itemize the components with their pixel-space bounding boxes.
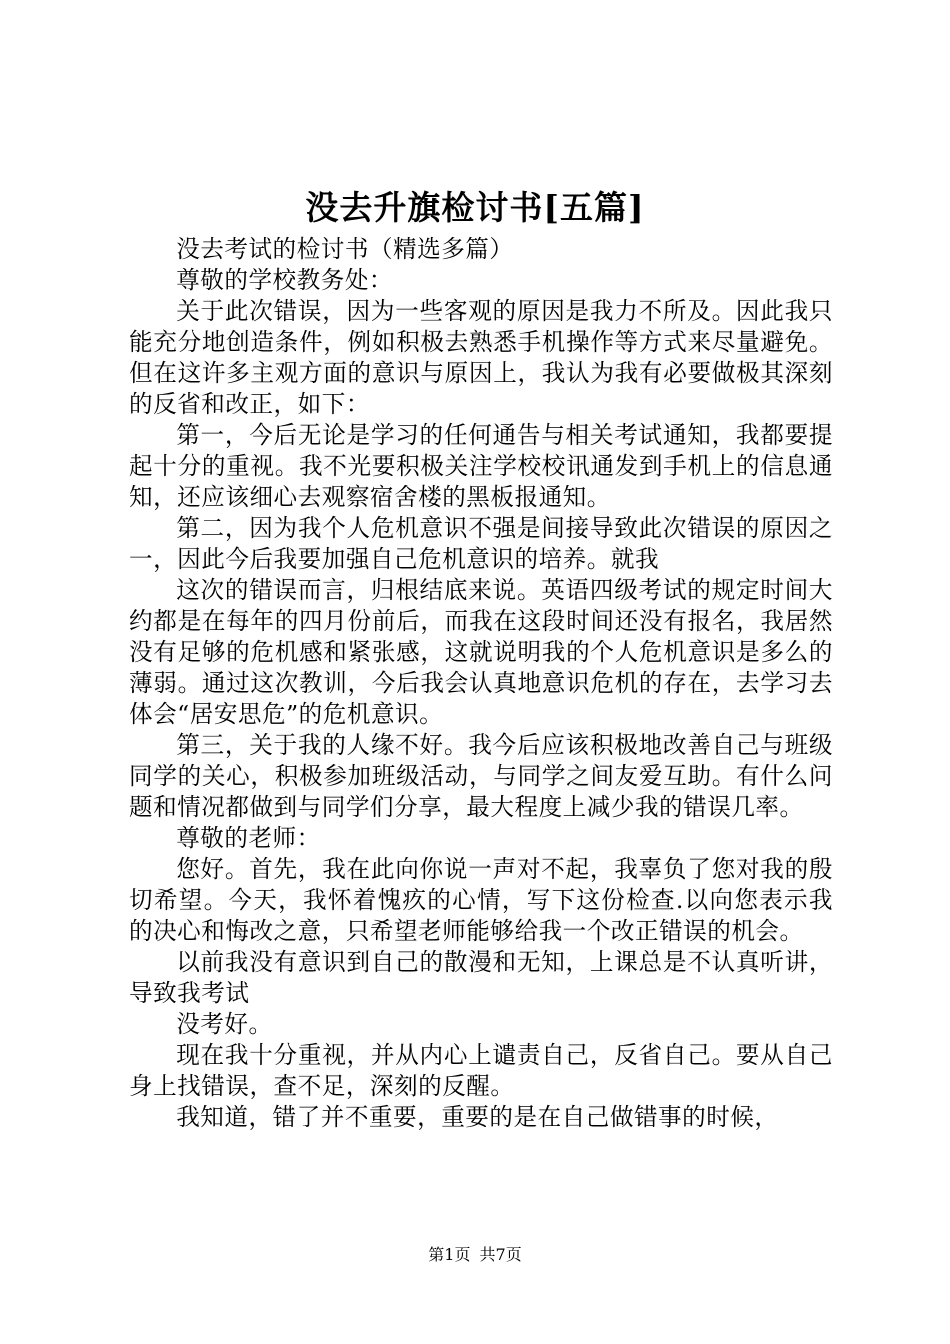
paragraph: 现在我十分重视，并从内心上谴责自己，反省自己。要从自己身上找错误，查不足，深刻的反醒。 bbox=[129, 1041, 833, 1100]
paragraph: 尊敬的老师： bbox=[176, 824, 321, 852]
paragraph: 以前我没有意识到自己的散漫和无知，上课总是不认真听讲，导致我考试 bbox=[129, 948, 833, 1007]
paragraph: 关于此次错误，因为一些客观的原因是我力不所及。因此我只能充分地创造条件，例如积极去熟悉手机操作等方式来尽量避免。但在这许多主观方面的意识与原因上，我认为我有必要做极其深刻的反省和改正，如下： bbox=[129, 297, 833, 418]
document-title: 没去升旗检讨书[五篇] bbox=[305, 188, 645, 227]
paragraph: 第三，关于我的人缘不好。我今后应该积极地改善自己与班级同学的关心，积极参加班级活动，与同学之间友爱互助。有什么问题和情况都做到与同学们分享，最大程度上减少我的错误几率。 bbox=[129, 731, 833, 821]
paragraph: 没考好。 bbox=[176, 1010, 273, 1038]
paragraph: 第一，今后无论是学习的任何通告与相关考试通知，我都要提起十分的重视。我不光要积极关注学校校讯通发到手机上的信息通知，还应该细心去观察宿舍楼的黑板报通知。 bbox=[129, 421, 833, 511]
document-body bbox=[129, 234, 833, 1133]
paragraph: 尊敬的学校教务处： bbox=[176, 266, 394, 294]
page-total: 共7页 bbox=[479, 1245, 522, 1264]
paragraph: 我知道，错了并不重要，重要的是在自己做错事的时候， bbox=[176, 1103, 779, 1131]
paragraph: 没去考试的检讨书（精选多篇） bbox=[176, 235, 514, 263]
paragraph: 第二，因为我个人危机意识不强是间接导致此次错误的原因之一，因此今后我要加强自己危机意识的培养。就我 bbox=[129, 514, 833, 573]
page-number: 第1页 bbox=[428, 1245, 471, 1264]
paragraph: 这次的错误而言，归根结底来说。英语四级考试的规定时间大约都是在每年的四月份前后，而我在这段时间还没有报名，我居然没有足够的危机感和紧张感，这就说明我的个人危机意识是多么的薄弱。通过这次教训，今后我会认真地意识危机的存在，去学习去体会“居安思危”的危机意识。 bbox=[129, 576, 833, 728]
paragraph: 您好。首先，我在此向你说一声对不起，我辜负了您对我的殷切希望。今天，我怀着愧疚的心情，写下这份检查.以向您表示我的决心和悔改之意，只希望老师能够给我一个改正错误的机会。 bbox=[129, 855, 833, 945]
page-footer bbox=[0, 1244, 950, 1266]
